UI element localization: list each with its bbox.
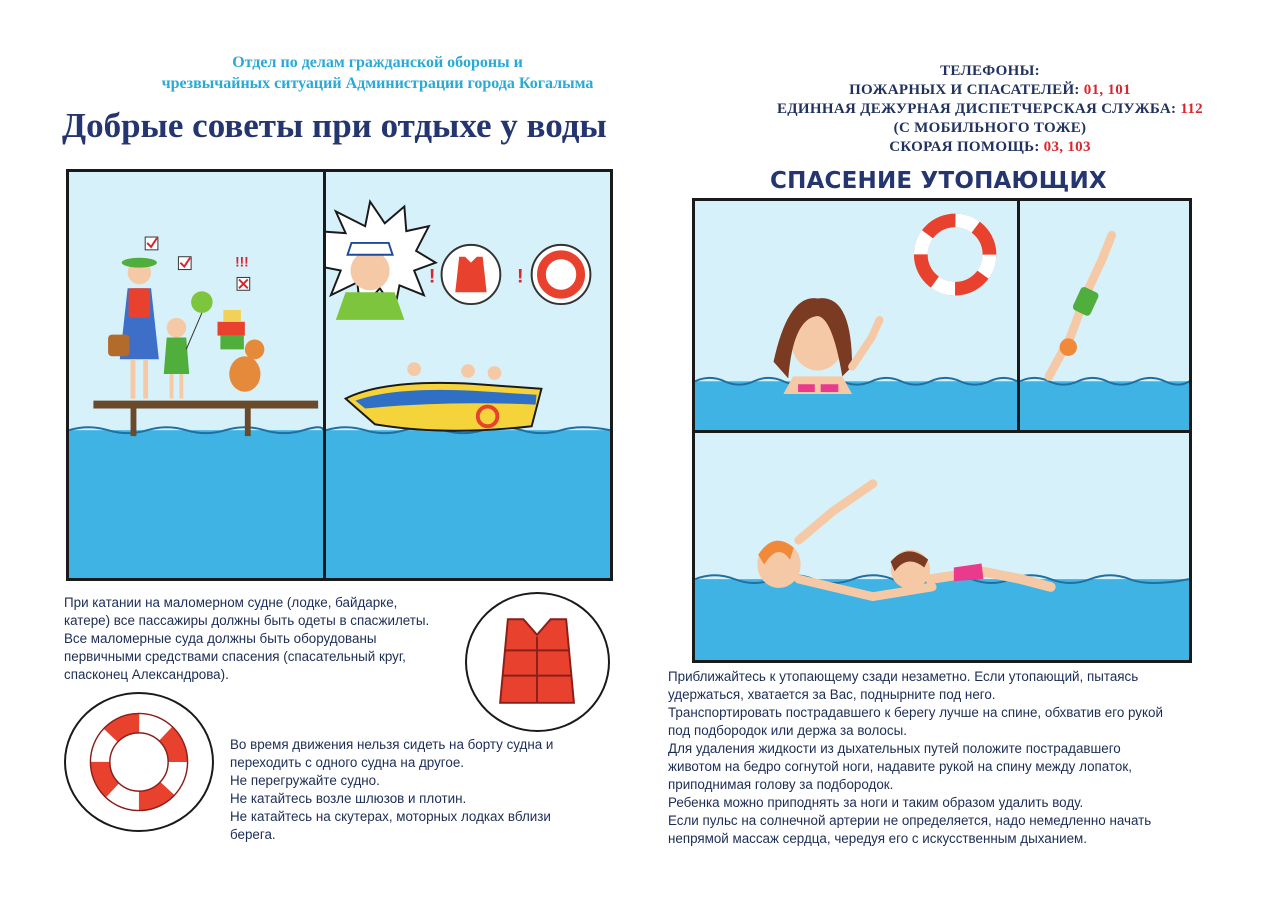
passenger-head [407,362,421,376]
rescuer-arm [799,484,873,541]
text-line: Не катайтесь возле шлюзов и плотин. [230,791,467,806]
phones-mobile-note: (С МОБИЛЬНОГО ТОЖЕ) [893,120,1087,136]
text-line: непрямой массаж сердца, чередуя его с искусственным дыханием. [668,831,1087,846]
rescue-title: СПАСЕНИЕ УТОПАЮЩИХ [770,168,1107,194]
text-line: переходить с одного судна на другое. [230,755,464,770]
organization-name [120,52,635,94]
captain-head [350,251,389,290]
towing-scene [695,433,1189,660]
drowning-scene [695,201,1017,430]
balloon [191,291,212,313]
child-leg [179,374,183,399]
text-line: Не катайтесь на скутерах, моторных лодках вблизи [230,809,551,824]
box [223,310,241,322]
rescue-instructions-text [668,668,1228,848]
phones-fire-line [745,81,1235,100]
pier-scene [69,172,323,578]
ring-inner-outline [110,733,168,791]
phones-fire-label: ПОЖАРНЫХ И СПАСАТЕЛЕЙ: [849,82,1084,98]
cat-head [245,340,265,360]
text-line: спасконец Александрова). [64,667,229,682]
woman-hat [122,258,157,268]
water [695,579,1189,660]
woman-life-vest [129,288,150,318]
diving-rescuer-illustration [1017,198,1192,433]
life-vest-icon [467,594,608,730]
towing-rescue-illustration [692,430,1192,663]
basket [108,335,129,357]
ring-body [100,723,178,801]
water [1020,381,1189,430]
swimsuit [954,564,984,582]
page-title: Добрые советы при отдыхе у воды [62,106,607,145]
diver-head [1060,338,1077,356]
exclamation-icon: ! [516,265,524,288]
phones-unified-number: 112 [1180,101,1203,117]
child-head [167,318,187,338]
text-line: под подбородок или держа за волосы. [668,723,907,738]
phones-fire-numbers: 01, 101 [1083,82,1131,98]
text-line: первичными средствами спасения (спасательный круг, [64,649,406,664]
water [326,430,610,578]
boat-illustration [323,169,613,581]
text-line: берега. [230,827,276,842]
woman-arm [852,320,879,367]
diving-scene [1020,201,1189,430]
text-line: Не перегружайте судно. [230,773,380,788]
life-vest-illustration [465,592,610,732]
water [69,430,323,578]
captain-collar [336,292,405,320]
phones-ambulance-line [745,138,1235,157]
passenger-head [461,364,475,378]
text-line: удержаться, хватается за Вас, поднырните под него. [668,687,996,702]
woman-shoulders [783,376,852,394]
text-line: Во время движения нельзя сидеть на борту судна и [230,737,554,752]
pier-post [131,409,137,437]
boat-safety-text [64,594,474,684]
child-leg [170,374,174,399]
organization-line-2: чрезвычайных ситуаций Администрации города Когалыма [161,75,594,92]
text-line: Ребенка можно приподнять за ноги и таким образом удалить воду. [668,795,1084,810]
exclamation-icon: ! [428,265,436,288]
phone-numbers [745,62,1235,157]
exclamation-icon: !!! [235,254,249,270]
box [217,322,244,336]
pier-post [245,409,251,437]
text-line: катере) все пассажиры должны быть одеты в спасжилеты. [64,613,430,628]
pier-illustration [66,169,326,581]
text-line: При катании на маломерном судне (лодке, байдарке, [64,595,398,610]
balloon-string [186,313,202,349]
text-line: приподнимая голову за подбородок. [668,777,894,792]
water [695,381,1017,430]
woman-leg [143,359,148,398]
organization-line-1: Отдел по делам гражданской обороны и [232,54,523,71]
cat-body [229,356,260,391]
phones-ambulance-label: СКОРАЯ ПОМОЩЬ: [889,139,1044,155]
text-line: Транспортировать пострадавшего к берегу лучше на спине, обхватив его рукой [668,705,1163,720]
text-line: Для удаления жидкости из дыхательных путей положите пострадавшего [668,741,1121,756]
phones-unified-line [745,100,1235,119]
text-line: Приближайтесь к утопающему сзади незаметно. Если утопающий, пытаясь [668,669,1139,684]
life-ring-illustration [64,692,214,832]
text-line: животом на бедро согнутой ноги, надавите рукой на спину между лопаток, [668,759,1132,774]
text-line: Если пульс на солнечной артерии не определяется, надо немедленно начать [668,813,1152,828]
passenger-head [488,366,502,380]
phones-heading: ТЕЛЕФОНЫ: [940,63,1040,79]
drowning-woman-illustration [692,198,1020,433]
phones-ambulance-numbers: 03, 103 [1043,139,1091,155]
navigation-safety-text [230,736,610,844]
child-life-vest [164,338,189,374]
woman-leg [131,359,136,398]
box [220,336,243,350]
life-ring-icon [66,694,212,830]
captain-cap [348,243,393,255]
life-ring-icon [921,220,990,288]
text-line: Все маломерные суда должны быть оборудованы [64,631,377,646]
pier-deck [93,401,318,409]
boat-scene [326,172,610,578]
phones-unified-label: ЕДИННАЯ ДЕЖУРНАЯ ДИСПЕТЧЕРСКАЯ СЛУЖБА: [777,101,1181,117]
